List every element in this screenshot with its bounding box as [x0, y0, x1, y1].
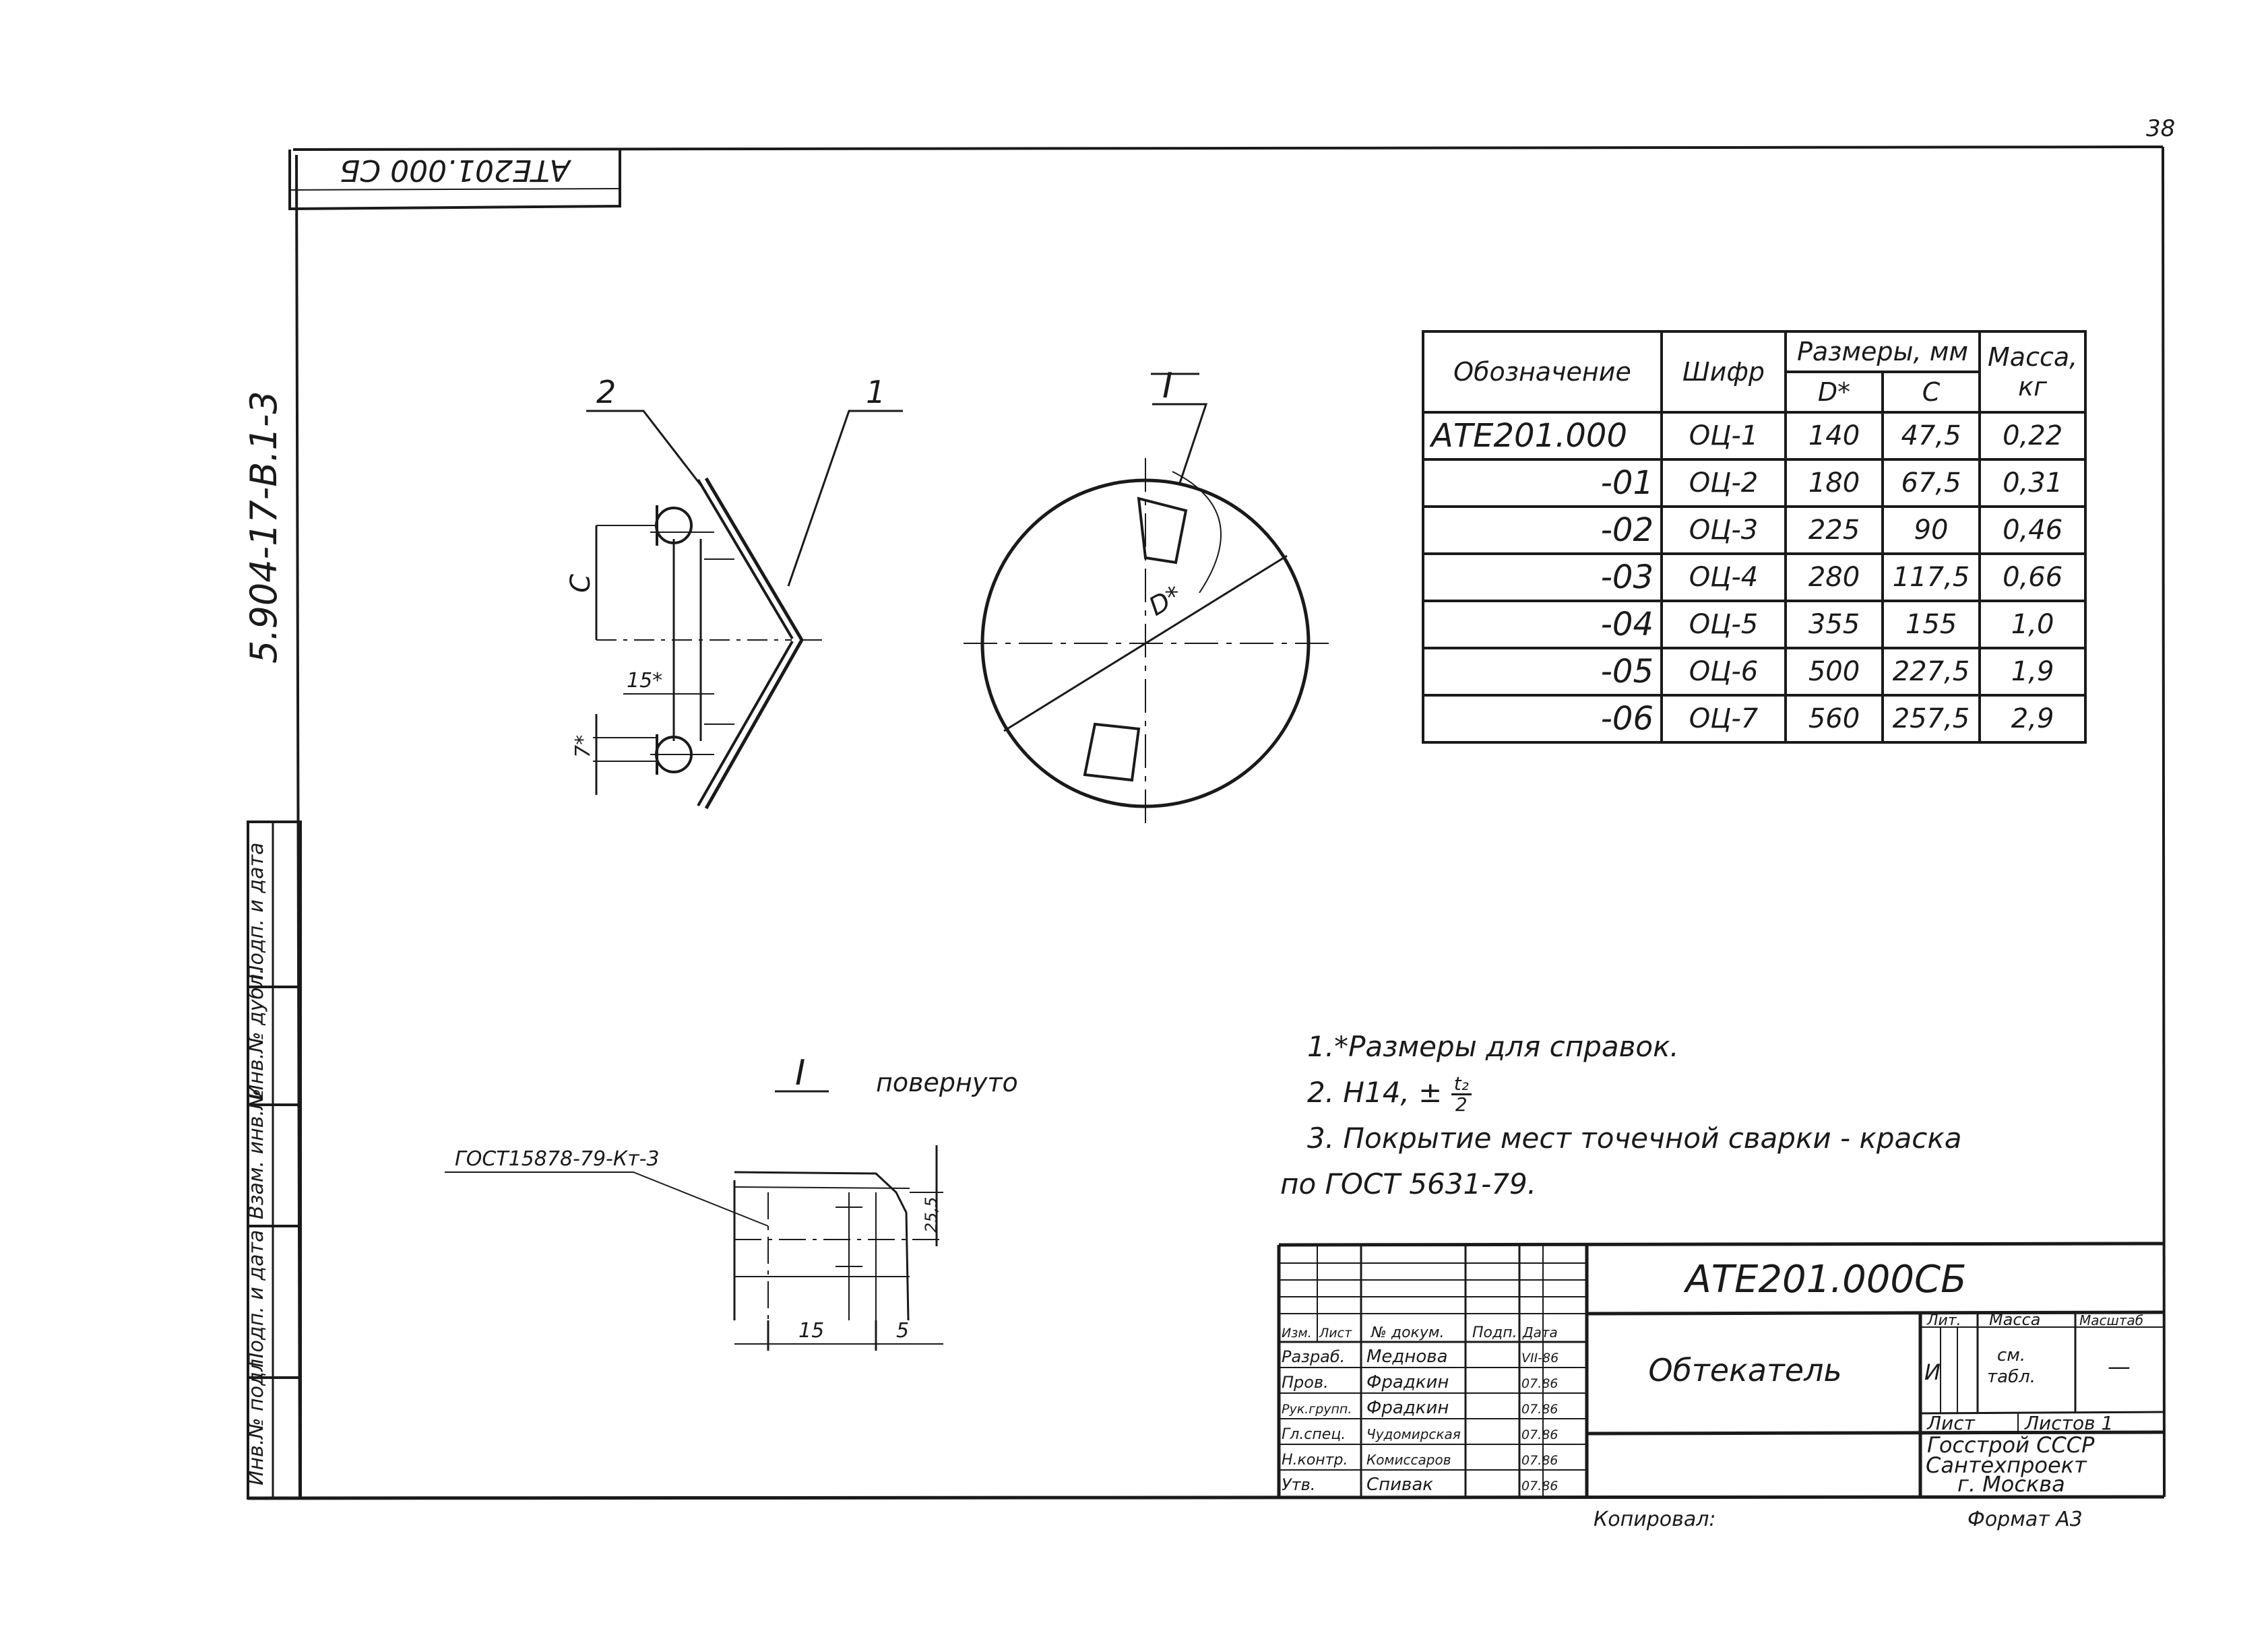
role-person: Меднова — [1366, 1347, 1448, 1367]
cell-mass: 0,31 — [1980, 459, 2085, 507]
stamp-replace-inv: Взам. инв.№ — [245, 1088, 268, 1219]
role-person: Фрадкин — [1366, 1398, 1449, 1418]
header-d: D* — [1786, 372, 1883, 412]
header-c: C — [1883, 372, 1980, 412]
table-row — [1423, 554, 2085, 601]
table-row — [1423, 459, 2085, 507]
role-date: 07.86 — [1521, 1453, 1558, 1468]
cell-code: ОЦ-2 — [1662, 459, 1786, 507]
dim-255-label: 25,5 — [922, 1196, 941, 1233]
cell-d: 280 — [1786, 554, 1883, 601]
role-label: Пров. — [1282, 1373, 1329, 1392]
format-label: Формат А3 — [1967, 1508, 2083, 1531]
leader-label-2: 2 — [596, 374, 617, 410]
cell-d: 355 — [1786, 601, 1883, 648]
cell-designation: -02 — [1423, 507, 1662, 554]
cell-d: 500 — [1786, 648, 1883, 695]
sheet-label: Лист — [1927, 1412, 1975, 1434]
cell-code: ОЦ-4 — [1662, 554, 1786, 601]
cell-c: 90 — [1883, 507, 1980, 554]
detail-view — [445, 1091, 943, 1351]
spec-table — [1422, 330, 2087, 744]
stamp-sign-date-2: Подп. и дата — [245, 842, 268, 980]
note-2-text: 2. Н14, ± — [1307, 1076, 1443, 1109]
header-code: Шифр — [1662, 331, 1786, 412]
table-row — [1423, 601, 2085, 648]
cell-mass: 0,66 — [1980, 554, 2085, 601]
cell-d: 225 — [1786, 507, 1883, 554]
cell-mass: 0,22 — [1980, 412, 2085, 459]
dim-15b-label: 15 — [798, 1319, 825, 1343]
cell-mass: 1,9 — [1980, 648, 2085, 695]
sheets-label: Листов 1 — [2025, 1412, 2114, 1434]
technical-notes — [1280, 1024, 1961, 1207]
role-date: 07.86 — [1521, 1479, 1558, 1493]
cell-designation: АТЕ201.000 — [1423, 412, 1662, 459]
table-row — [1423, 507, 2085, 554]
dim-5-label: 5 — [896, 1319, 910, 1343]
mass-value-2: табл. — [1987, 1367, 2036, 1387]
frame-bottom — [248, 1497, 2164, 1498]
role-label: Гл.спец. — [1282, 1426, 1346, 1443]
series-code: 5.904-17-В.1-3 — [243, 391, 285, 664]
note-2 — [1280, 1070, 1961, 1116]
role-label: Разраб. — [1282, 1347, 1346, 1366]
lit-value: И — [1924, 1359, 1941, 1385]
col-header-sign: Подп. — [1472, 1324, 1517, 1341]
role-label: Утв. — [1282, 1475, 1316, 1494]
cell-designation: -03 — [1423, 554, 1662, 601]
stamp-inv-duplicate: Инв.№ дубл. — [245, 967, 268, 1099]
cell-code: ОЦ-5 — [1662, 601, 1786, 648]
cell-mass: 0,46 — [1980, 507, 2085, 554]
dim-d-label: D* — [1143, 579, 1187, 622]
dim-c-label: C — [565, 574, 596, 593]
cell-c: 47,5 — [1883, 412, 1980, 459]
cell-designation: -06 — [1423, 695, 1662, 742]
scale-label: Масштаб — [2079, 1312, 2144, 1328]
cell-code: ОЦ-1 — [1662, 412, 1786, 459]
part-name: Обтекатель — [1648, 1352, 1842, 1388]
cell-designation: -01 — [1423, 459, 1662, 507]
frame-top — [293, 147, 2163, 150]
cell-code: ОЦ-3 — [1662, 507, 1786, 554]
role-person: Комиссаров — [1366, 1452, 1451, 1468]
role-label: Н.контр. — [1282, 1452, 1348, 1469]
cell-code: ОЦ-7 — [1662, 695, 1786, 742]
col-header-doc: № докум. — [1371, 1324, 1445, 1341]
cell-d: 560 — [1786, 695, 1883, 742]
dim-15-label: 15* — [627, 669, 663, 693]
role-date: VII-86 — [1521, 1351, 1559, 1365]
table-header-row — [1423, 331, 2085, 372]
table-row — [1423, 648, 2085, 695]
header-sizes: Размеры, мм — [1786, 331, 1980, 372]
col-header-izm: Изм. — [1282, 1326, 1312, 1341]
detail-note: повернуто — [876, 1068, 1018, 1097]
cell-c: 67,5 — [1883, 459, 1980, 507]
org-line-1: Госстрой СССР — [1927, 1432, 2095, 1458]
stamp-inv-original: Инв.№ подл. — [245, 1352, 268, 1485]
cell-c: 257,5 — [1883, 695, 1980, 742]
top-code-label: АТЕ201.000 СБ — [340, 153, 570, 187]
role-label: Рук.групп. — [1282, 1402, 1352, 1417]
role-date: 07.86 — [1521, 1402, 1558, 1417]
fraction-numerator: t₂ — [1451, 1074, 1472, 1095]
side-view — [586, 411, 903, 808]
note-3-continuation: по ГОСТ 5631-79. — [1280, 1167, 1537, 1200]
cell-c: 155 — [1883, 601, 1980, 648]
role-person: Чудомирская — [1366, 1426, 1461, 1442]
lit-label: Лит. — [1927, 1312, 1961, 1329]
cell-d: 140 — [1786, 412, 1883, 459]
header-designation: Обозначение — [1423, 331, 1662, 412]
col-header-date: Дата — [1523, 1324, 1558, 1341]
leader-label-1: 1 — [866, 374, 886, 410]
header-mass: Масса, кг — [1980, 331, 2085, 412]
dim-7-label: 7* — [571, 734, 595, 758]
table-row — [1423, 412, 2085, 459]
stamp-sign-date-1: Подп. и дата — [245, 1229, 268, 1368]
cell-code: ОЦ-6 — [1662, 648, 1786, 695]
note-3: 3. Покрытие мест точечной сварки - краска — [1307, 1122, 1962, 1155]
doc-code: АТЕ201.000СБ — [1685, 1258, 1967, 1301]
cell-c: 227,5 — [1883, 648, 1980, 695]
copied-label: Копировал: — [1594, 1508, 1716, 1531]
role-person: Фрадкин — [1366, 1372, 1449, 1392]
view-mark-label: I — [1162, 366, 1173, 406]
sheet-number: 38 — [2146, 115, 2176, 142]
cell-designation: -05 — [1423, 648, 1662, 695]
role-date: 07.86 — [1521, 1427, 1558, 1442]
frame-right — [2163, 147, 2164, 1497]
cell-mass: 2,9 — [1980, 695, 2085, 742]
scale-value: — — [2108, 1353, 2131, 1380]
org-line-3: г. Москва — [1957, 1471, 2065, 1497]
role-date: 07.86 — [1521, 1376, 1558, 1391]
detail-title: I — [795, 1053, 806, 1093]
cell-designation: -04 — [1423, 601, 1662, 648]
mass-label: Масса — [1989, 1310, 2041, 1329]
cell-d: 180 — [1786, 459, 1883, 507]
cell-mass: 1,0 — [1980, 601, 2085, 648]
role-person: Спивак — [1366, 1475, 1434, 1495]
cell-c: 117,5 — [1883, 554, 1980, 601]
org-line-2: Сантехпроект — [1926, 1452, 2087, 1478]
gost-weld-label: ГОСТ15878-79-Кт-3 — [455, 1147, 660, 1171]
mass-value-1: см. — [1996, 1345, 2026, 1365]
note-2-fraction — [1451, 1074, 1472, 1114]
col-header-list: Лист — [1319, 1326, 1352, 1341]
fraction-denominator: 2 — [1455, 1093, 1468, 1116]
note-1: 1.*Размеры для справок. — [1307, 1030, 1679, 1063]
table-row — [1423, 695, 2085, 742]
